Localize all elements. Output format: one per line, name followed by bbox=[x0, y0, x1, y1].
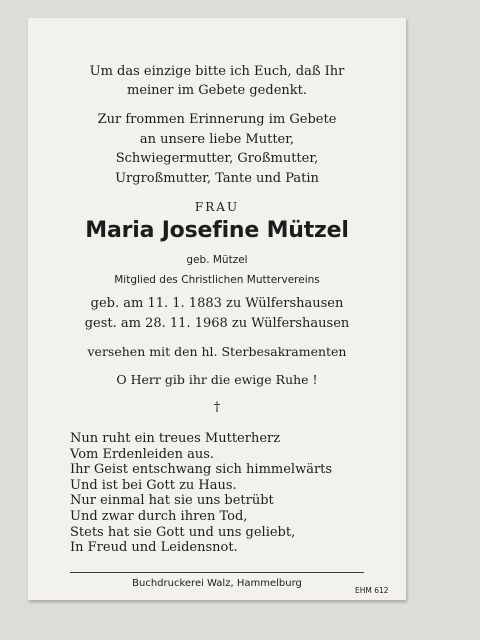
poem-line: Nur einmal hat sie uns betrübt bbox=[70, 493, 274, 509]
poem-line: Und zwar durch ihren Tod, bbox=[70, 508, 248, 524]
memory-line: Urgroßmutter, Tante und Patin bbox=[115, 170, 319, 186]
poem-line: In Freud und Leidensnot. bbox=[70, 540, 238, 556]
poem-line: Nun ruht ein treues Mutterherz bbox=[70, 431, 281, 446]
poem-line: Ihr Geist entschwang sich himmelwärts bbox=[70, 462, 333, 478]
poem-line: Und ist bei Gott zu Haus. bbox=[70, 477, 237, 493]
poem bbox=[70, 431, 332, 556]
prayer-text: O Herr gib ihr die ewige Ruhe ! bbox=[116, 372, 318, 387]
life-dates bbox=[28, 294, 406, 334]
divider bbox=[70, 572, 364, 573]
intro-line: Um das einzige bitte ich Euch, daß Ihr bbox=[89, 64, 345, 79]
cross-icon: † bbox=[213, 400, 221, 415]
intro-line: meiner im Gebete gedenkt. bbox=[127, 83, 307, 98]
printer-credit: Buchdruckerei Walz, Hammelburg bbox=[132, 578, 302, 589]
birth-date: geb. am 11. 1. 1883 zu Wülfershausen bbox=[90, 296, 344, 311]
deceased-name: Maria Josefine Mützel bbox=[85, 218, 349, 243]
memory-line: an unsere liebe Mutter, bbox=[139, 131, 295, 147]
membership-text: Mitglied des Christlichen Muttervereins bbox=[114, 274, 320, 286]
poem-line: Stets hat sie Gott und uns geliebt, bbox=[70, 524, 296, 540]
intro-text bbox=[28, 62, 406, 100]
poem-line: Vom Erdenleiden aus. bbox=[70, 446, 215, 462]
memory-line: Zur frommen Erinnerung im Gebete bbox=[97, 112, 337, 127]
maiden-name: geb. Mützel bbox=[186, 254, 248, 266]
memorial-card bbox=[28, 18, 406, 600]
death-date: gest. am 28. 11. 1968 zu Wülfershausen bbox=[84, 316, 350, 331]
sacraments-text: versehen mit den hl. Sterbesakramenten bbox=[87, 344, 347, 359]
honorific: FRAU bbox=[194, 200, 240, 214]
memory-text bbox=[28, 110, 406, 188]
memory-line: Schwiegermutter, Großmutter, bbox=[115, 151, 319, 166]
print-code: EHM 612 bbox=[355, 586, 389, 595]
